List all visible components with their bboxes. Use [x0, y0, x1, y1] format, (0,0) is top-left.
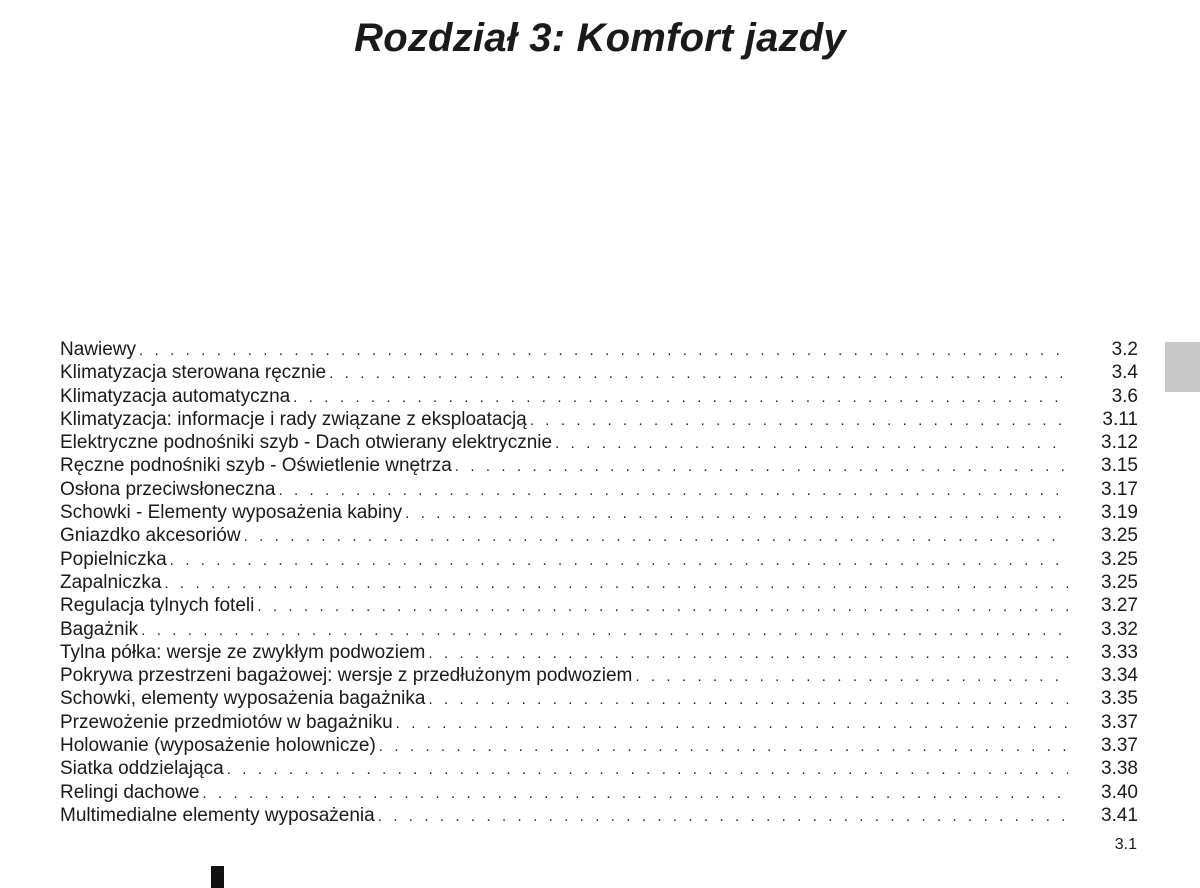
- toc-entry-label: Tylna półka: wersje ze zwykłym podwoziem: [60, 641, 426, 663]
- toc-entry-label: Nawiewy: [60, 339, 137, 360]
- toc-entry-label: Ręczne podnośniki szyb - Oświetlenie wnętrza: [60, 455, 452, 477]
- dot-leader: [227, 758, 1068, 781]
- dot-leader: [530, 409, 1068, 432]
- dot-leader: [455, 455, 1068, 478]
- toc-entry-page: 3.2: [1111, 339, 1138, 360]
- toc-entry-page: 3.27: [1101, 595, 1138, 617]
- toc-entry-label: Regulacja tylnych foteli: [60, 595, 255, 617]
- dot-leader: [141, 619, 1068, 642]
- page-number: 3.1: [1114, 836, 1137, 853]
- dot-leader: [139, 339, 1068, 362]
- toc-entry[interactable]: [60, 501, 1138, 524]
- dot-leader: [244, 525, 1068, 548]
- toc-entry-label: Popielniczka: [60, 548, 167, 570]
- toc-entry-page: 3.35: [1101, 688, 1138, 710]
- toc-entry[interactable]: [60, 781, 1138, 804]
- toc-entry[interactable]: [60, 478, 1138, 501]
- toc-entry-label: Osłona przeciwsłoneczna: [60, 478, 276, 500]
- toc-entry[interactable]: [60, 618, 1138, 641]
- toc-entry[interactable]: [60, 711, 1138, 734]
- toc-entry-page: 3.19: [1101, 502, 1138, 524]
- toc-entry[interactable]: [60, 594, 1138, 617]
- dot-leader: [396, 712, 1068, 735]
- toc-entry[interactable]: [60, 804, 1138, 827]
- toc-entry[interactable]: [60, 641, 1138, 664]
- dot-leader: [170, 549, 1068, 572]
- dot-leader: [329, 362, 1068, 385]
- toc-entry-page: 3.34: [1101, 665, 1138, 687]
- dot-leader: [164, 572, 1068, 595]
- toc-entry-label: Zapalniczka: [60, 571, 162, 593]
- toc-entry[interactable]: [60, 431, 1138, 454]
- toc-entry-page: 3.37: [1101, 735, 1138, 757]
- chapter-tab: [1165, 342, 1200, 392]
- toc-entry-label: Multimedialne elementy wyposażenia: [60, 804, 375, 826]
- dot-leader: [293, 386, 1068, 409]
- toc-entry-label: Pokrywa przestrzeni bagażowej: wersje z przedłużonym podwoziem: [60, 665, 633, 687]
- chapter-title: Rozdział 3: Komfort jazdy: [354, 16, 846, 60]
- toc-entry-page: 3.25: [1101, 525, 1138, 547]
- toc-entry[interactable]: [60, 571, 1138, 594]
- dot-leader: [202, 782, 1068, 805]
- toc-entry-label: Przewożenie przedmiotów w bagażniku: [60, 711, 393, 733]
- toc-entry-page: 3.25: [1101, 571, 1138, 593]
- dot-leader: [428, 642, 1068, 665]
- dot-leader: [379, 735, 1068, 758]
- toc-entry[interactable]: [60, 408, 1138, 431]
- toc-entry[interactable]: [60, 338, 1138, 361]
- toc-entry-page: 3.33: [1101, 641, 1138, 663]
- toc-entry[interactable]: [60, 524, 1138, 547]
- toc-entry-label: Gniazdko akcesoriów: [60, 525, 241, 547]
- toc-entry-label: Siatka oddzielająca: [60, 758, 224, 780]
- toc-entry-page: 3.15: [1101, 455, 1138, 477]
- toc-entry-page: 3.11: [1102, 408, 1138, 430]
- toc-entry-label: Elektryczne podnośniki szyb - Dach otwierany elektrycznie: [60, 432, 553, 454]
- dot-leader: [428, 688, 1068, 711]
- dot-leader: [378, 805, 1068, 828]
- toc-entry-page: 3.25: [1101, 548, 1138, 570]
- toc-entry[interactable]: [60, 757, 1138, 780]
- toc-entry-label: Klimatyzacja: informacje i rady związane z eksploatacją: [60, 408, 527, 430]
- toc-entry-label: Bagażnik: [60, 618, 139, 640]
- toc-entry-page: 3.6: [1111, 385, 1138, 407]
- toc-entry-page: 3.12: [1101, 432, 1138, 454]
- toc-entry[interactable]: [60, 548, 1138, 571]
- dot-leader: [555, 432, 1068, 455]
- toc-entry-page: 3.17: [1101, 478, 1138, 500]
- toc-entry[interactable]: [60, 454, 1138, 477]
- toc-entry[interactable]: [60, 687, 1138, 710]
- toc-entry-label: Relingi dachowe: [60, 781, 200, 803]
- toc-entry[interactable]: [60, 664, 1138, 687]
- table-of-contents: [60, 338, 1138, 827]
- toc-entry[interactable]: [60, 734, 1138, 757]
- dot-leader: [257, 595, 1068, 618]
- toc-entry[interactable]: [60, 361, 1138, 384]
- page-edge-mark: [211, 866, 224, 888]
- toc-entry-label: Schowki - Elementy wyposażenia kabiny: [60, 502, 403, 524]
- toc-entry-label: Klimatyzacja sterowana ręcznie: [60, 362, 327, 384]
- toc-entry-label: Klimatyzacja automatyczna: [60, 385, 291, 407]
- toc-entry-label: Schowki, elementy wyposażenia bagażnika: [60, 688, 426, 710]
- toc-entry-page: 3.40: [1101, 781, 1138, 803]
- dot-leader: [635, 665, 1068, 688]
- toc-entry-page: 3.4: [1111, 362, 1138, 384]
- toc-entry-page: 3.32: [1101, 618, 1138, 640]
- toc-entry[interactable]: [60, 385, 1138, 408]
- dot-leader: [278, 479, 1068, 502]
- dot-leader: [405, 502, 1068, 525]
- toc-entry-page: 3.38: [1101, 758, 1138, 780]
- toc-entry-page: 3.37: [1101, 711, 1138, 733]
- toc-entry-label: Holowanie (wyposażenie holownicze): [60, 735, 376, 757]
- toc-entry-page: 3.41: [1101, 804, 1138, 826]
